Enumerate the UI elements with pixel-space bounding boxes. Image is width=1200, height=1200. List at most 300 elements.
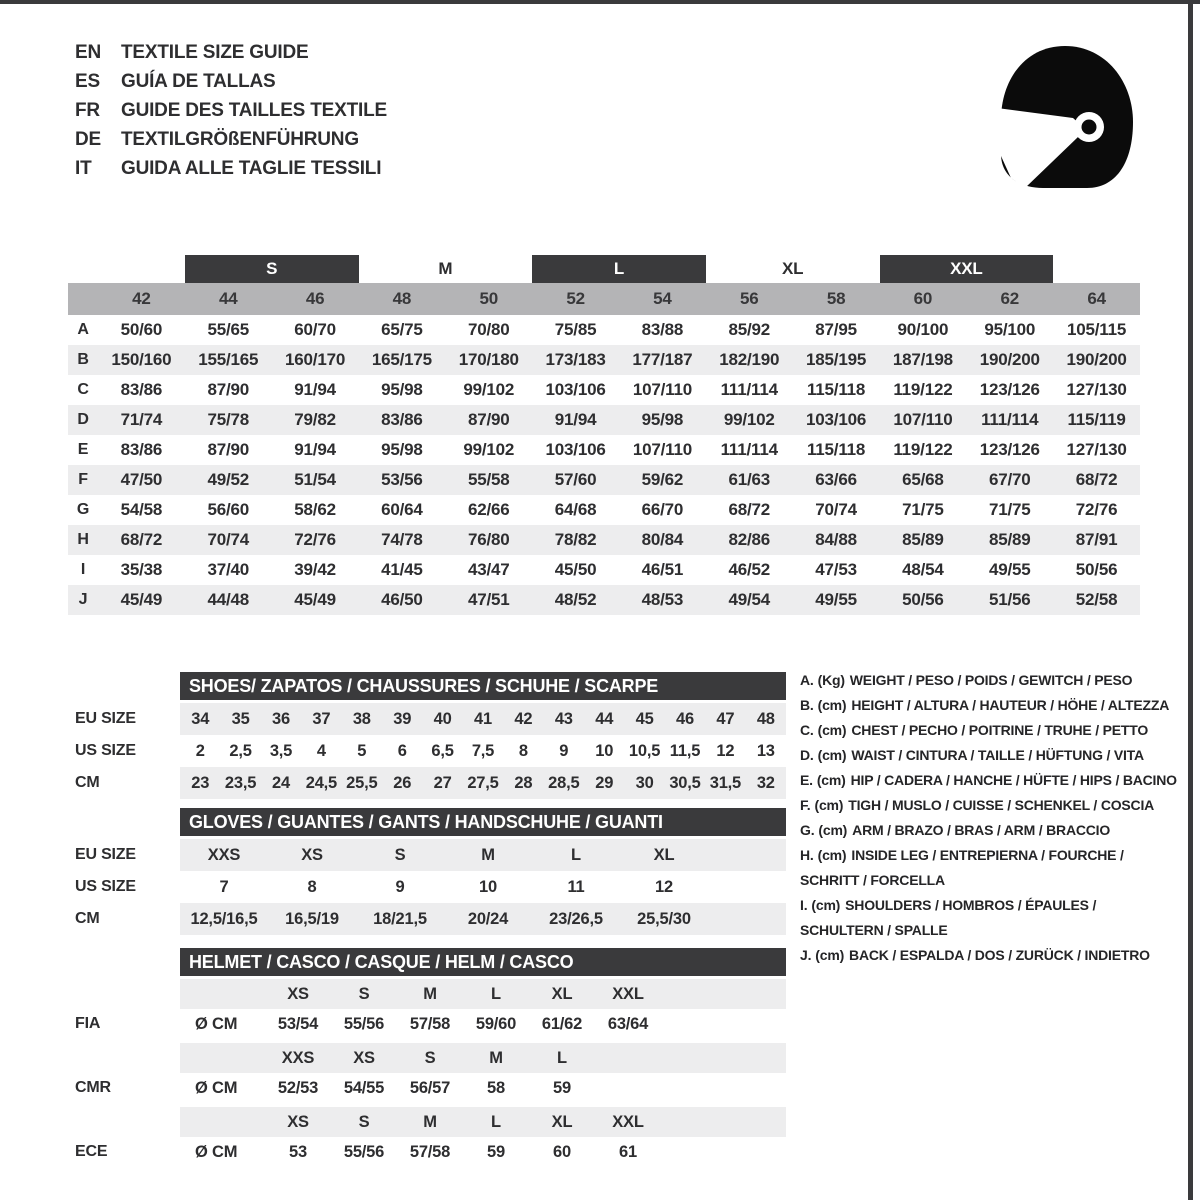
measurement-value: 99/102 [463, 380, 515, 399]
size-group-m: M [438, 259, 453, 278]
row-label: EU SIZE [75, 710, 136, 727]
row-letter: H [77, 531, 89, 548]
measurement-value: 95/98 [381, 440, 423, 459]
shoe-size-value: 24 [272, 773, 290, 792]
legend-unit: (cm) [816, 772, 846, 788]
legend-line [800, 893, 1172, 918]
legend-item [800, 843, 1172, 893]
shoe-size-value: 28,5 [548, 773, 580, 792]
measurement-value: 53/56 [381, 470, 423, 489]
measurement-value: 62/66 [467, 500, 510, 519]
shoe-size-value: 2 [195, 741, 205, 760]
language-row [75, 67, 387, 96]
legend-line [800, 818, 1172, 843]
measurement-value: 35/38 [120, 560, 163, 579]
row-letter: G [76, 501, 90, 518]
legend-key: B. [800, 697, 814, 713]
row-band [180, 703, 786, 735]
row-letter: A [77, 321, 89, 338]
helmet-size-value: 54/55 [343, 1078, 385, 1097]
measurement-value: 87/90 [207, 380, 250, 399]
helmet-size-value: 63/64 [607, 1014, 649, 1033]
shoe-size-value: 32 [756, 773, 775, 792]
measurement-value: 78/82 [554, 530, 597, 549]
glove-size-value: 7 [219, 877, 229, 896]
measurement-value: 190/200 [1066, 350, 1127, 369]
title-indent [75, 948, 180, 976]
shoe-size-value: 5 [357, 741, 367, 760]
measurement-value: 91/94 [294, 440, 336, 459]
measurement-value: 70/74 [815, 500, 857, 519]
legend-line [800, 743, 1172, 768]
measurement-value: 190/200 [979, 350, 1040, 369]
gloves-size-table [75, 808, 786, 935]
measurement-value: 87/90 [467, 410, 510, 429]
row-letter: I [80, 561, 86, 578]
measurement-rows [68, 315, 1140, 615]
measurement-row [68, 525, 1140, 555]
legend-line [800, 843, 1172, 868]
measurement-value: 173/183 [545, 350, 606, 369]
measurement-value: 99/102 [463, 440, 515, 459]
measurement-value: 48/53 [641, 590, 684, 609]
measurement-value: 95/98 [381, 380, 423, 399]
shoe-size-value: 6,5 [431, 741, 454, 760]
legend-text: WAIST / CINTURA / TAILLE / HÜFTUNG / VITA [851, 747, 1144, 763]
legend-text: HEIGHT / ALTURA / HAUTEUR / HÖHE / ALTEZZA [851, 697, 1170, 713]
legend-key: G. [800, 822, 815, 838]
measurement-value: 66/70 [641, 500, 684, 519]
measurement-value: 103/106 [545, 440, 606, 459]
standard-label: ECE [75, 1143, 108, 1160]
legend-unit: (cm) [814, 797, 844, 813]
glove-size-value: XXS [207, 845, 241, 864]
numeric-size: 54 [653, 289, 672, 308]
measurement-value: 82/86 [728, 530, 771, 549]
helmet-size: L [491, 984, 501, 1003]
legend-key: D. [800, 747, 814, 763]
legend-line [800, 793, 1172, 818]
glove-size-value: 25,5/30 [637, 909, 691, 928]
standard-label-spacer [75, 979, 180, 1009]
helmet-size: XS [287, 1112, 309, 1131]
shoe-size-value: 25,5 [346, 773, 378, 792]
measurement-value: 79/82 [294, 410, 336, 429]
numeric-size: 48 [392, 289, 412, 308]
measurement-value: 48/52 [554, 590, 597, 609]
measurement-value: 56/60 [207, 500, 250, 519]
row-band [180, 1043, 786, 1073]
shoe-size-value: 23,5 [224, 773, 257, 792]
measurement-value: 83/88 [641, 320, 684, 339]
measurement-value: 83/86 [381, 410, 423, 429]
measurement-value: 49/52 [207, 470, 250, 489]
glove-size-value: 18/21,5 [373, 909, 427, 928]
measurement-value: 47/50 [120, 470, 163, 489]
measurement-value: 45/49 [120, 590, 163, 609]
glove-size-value: 16,5/19 [285, 909, 339, 928]
language-code: FR [75, 99, 100, 121]
helmet-size: XXS [281, 1048, 315, 1067]
legend-key: C. [800, 722, 814, 738]
measurement-row [68, 375, 1140, 405]
measurement-value: 55/65 [207, 320, 250, 339]
unit-spacer [180, 1043, 265, 1073]
language-title-list [75, 38, 387, 183]
standard-label-spacer [75, 1043, 180, 1073]
measurement-value: 52/58 [1075, 590, 1118, 609]
shoe-size-value: 26 [393, 773, 412, 792]
legend-unit: (cm) [817, 722, 847, 738]
helmet-size: S [358, 1112, 370, 1131]
helmet-value-row [75, 1009, 786, 1039]
row-band [180, 1137, 786, 1167]
measurement-value: 83/86 [120, 440, 163, 459]
measurement-value: 80/84 [641, 530, 684, 549]
measurement-value: 91/94 [294, 380, 336, 399]
glove-size-value: XL [653, 845, 675, 864]
row-band [180, 979, 786, 1009]
shoe-size-value: 9 [559, 741, 569, 760]
helmet-size: XL [551, 984, 573, 1003]
language-title: GUIDE DES TAILLES TEXTILE [121, 99, 387, 121]
glove-size-value: 10 [479, 877, 497, 896]
legend-key: I. [800, 897, 808, 913]
helmet-size-value: 59 [553, 1078, 571, 1097]
shoe-size-value: 41 [474, 709, 492, 728]
helmet-size: XS [287, 984, 309, 1003]
measurement-value: 99/102 [723, 410, 775, 429]
shoe-size-value: 38 [352, 709, 371, 728]
gloves-rows [75, 839, 786, 935]
measurement-value: 47/53 [815, 560, 857, 579]
right-border-line [1188, 0, 1193, 1200]
measurement-value: 115/118 [806, 380, 866, 399]
row-band [180, 735, 786, 767]
helmet-size-table [75, 948, 786, 1171]
measurement-value: 127/130 [1066, 440, 1127, 459]
measurement-value: 50/56 [1075, 560, 1118, 579]
measurement-legend [800, 668, 1177, 968]
measurement-value: 46/50 [381, 590, 423, 609]
legend-text: WEIGHT / PESO / POIDS / GEWITCH / PESO [849, 672, 1133, 688]
legend-item [800, 718, 1172, 743]
measurement-value: 37/40 [207, 560, 250, 579]
legend-item [800, 893, 1172, 943]
measurement-value: 105/115 [1067, 320, 1127, 339]
helmet-title-row [75, 948, 786, 976]
shoe-size-value: 11,5 [669, 741, 701, 760]
shoe-size-value: 30 [635, 773, 654, 792]
numeric-size: 64 [1087, 289, 1106, 308]
legend-item [800, 693, 1172, 718]
measurement-row [68, 345, 1140, 375]
legend-item [800, 943, 1172, 968]
measurement-value: 68/72 [120, 530, 163, 549]
glove-size-value: 20/24 [467, 909, 509, 928]
measurement-value: 60/70 [294, 320, 336, 339]
helmet-size-value: 57/58 [409, 1142, 451, 1161]
legend-line [800, 668, 1172, 693]
helmet-size-value: 52/53 [277, 1078, 319, 1097]
measurement-value: 46/52 [728, 560, 771, 579]
glove-size-value: 12,5/16,5 [190, 909, 258, 928]
measurement-value: 107/110 [893, 410, 953, 429]
diameter-unit: Ø CM [195, 1142, 238, 1161]
measurement-value: 76/80 [467, 530, 510, 549]
shoe-size-value: 28 [514, 773, 533, 792]
helmet-size: XXL [612, 1112, 644, 1131]
language-code: ES [75, 70, 100, 92]
helmet-value-row [75, 1137, 786, 1167]
shoe-size-value: 29 [595, 773, 614, 792]
measurement-value: 177/187 [632, 350, 693, 369]
measurement-value: 111/114 [981, 410, 1039, 429]
helmet-size: M [423, 1112, 437, 1131]
gloves-row [75, 903, 786, 935]
helmet-size: L [491, 1112, 501, 1131]
racing-helmet-icon [985, 40, 1145, 195]
row-band [180, 839, 786, 871]
helmet-size-header-row [75, 979, 786, 1009]
row-letter: E [77, 441, 89, 458]
standard-label: CMR [75, 1079, 111, 1096]
gloves-row [75, 871, 786, 903]
measurement-value: 45/50 [554, 560, 597, 579]
measurement-value: 47/51 [467, 590, 510, 609]
measurement-row [68, 495, 1140, 525]
measurement-value: 90/100 [897, 320, 949, 339]
language-row [75, 38, 387, 67]
legend-unit: (cm) [818, 822, 848, 838]
legend-line [800, 718, 1172, 743]
legend-unit: (cm) [817, 697, 847, 713]
helmet-size-value: 59/60 [475, 1014, 517, 1033]
size-group-header-row [98, 255, 1140, 283]
helmet-size-value: 53/54 [277, 1014, 319, 1033]
textile-size-table [68, 255, 1140, 615]
measurement-value: 49/54 [728, 590, 771, 609]
shoe-size-value: 44 [595, 709, 614, 728]
measurement-value: 54/58 [120, 500, 163, 519]
row-band [180, 767, 786, 799]
title-indent [75, 672, 180, 700]
numeric-size: 58 [826, 289, 846, 308]
measurement-value: 95/100 [984, 320, 1036, 339]
measurement-value: 85/92 [728, 320, 771, 339]
diameter-unit: Ø CM [195, 1014, 238, 1033]
measurement-row [68, 405, 1140, 435]
numeric-size: 42 [132, 289, 151, 308]
glove-size-value: L [571, 845, 581, 864]
legend-line [800, 768, 1177, 793]
measurement-value: 75/78 [207, 410, 250, 429]
measurement-value: 87/91 [1075, 530, 1118, 549]
helmet-size-value: 55/56 [343, 1142, 385, 1161]
legend-key: A. [800, 672, 814, 688]
legend-item [800, 743, 1172, 768]
measurement-value: 59/62 [641, 470, 684, 489]
shoe-size-value: 27,5 [467, 773, 499, 792]
measurement-value: 61/63 [728, 470, 771, 489]
shoe-size-value: 37 [312, 709, 331, 728]
shoe-size-value: 6 [397, 741, 407, 760]
measurement-value: 150/160 [111, 350, 172, 369]
measurement-value: 65/75 [381, 320, 423, 339]
measurement-value: 67/70 [988, 470, 1031, 489]
title-indent [75, 808, 180, 836]
legend-text: ARM / BRAZO / BRAS / ARM / BRACCIO [852, 822, 1111, 838]
numeric-size: 50 [479, 289, 498, 308]
row-label: CM [75, 774, 100, 791]
standard-label-spacer [75, 1107, 180, 1137]
measurement-value: 107/110 [632, 380, 692, 399]
measurement-value: 185/195 [806, 350, 867, 369]
measurement-value: 155/165 [198, 350, 259, 369]
helmet-size-value: 61/62 [541, 1014, 583, 1033]
measurement-value: 87/90 [207, 440, 250, 459]
row-letter: D [77, 411, 89, 428]
gloves-title-row [75, 808, 786, 836]
measurement-value: 84/88 [815, 530, 857, 549]
measurement-value: 75/85 [554, 320, 597, 339]
legend-item [800, 768, 1177, 793]
row-band [180, 903, 786, 935]
measurement-value: 111/114 [720, 380, 778, 399]
legend-text: BACK / ESPALDA / DOS / ZURÜCK / INDIETRO [849, 947, 1150, 963]
language-code: EN [75, 41, 101, 63]
helmet-size: XXL [612, 984, 644, 1003]
measurement-value: 71/75 [902, 500, 944, 519]
helmet-size-value: 57/58 [409, 1014, 451, 1033]
measurement-value: 51/54 [294, 470, 336, 489]
measurement-value: 83/86 [120, 380, 163, 399]
shoe-size-value: 10 [595, 741, 614, 760]
measurement-row [68, 435, 1140, 465]
helmet-size-value: 59 [487, 1142, 505, 1161]
legend-key: E. [800, 772, 813, 788]
row-letter: B [77, 351, 89, 368]
row-label: EU SIZE [75, 846, 136, 863]
helmet-size: S [424, 1048, 436, 1067]
shoes-row [75, 767, 786, 799]
measurement-value: 91/94 [554, 410, 597, 429]
numeric-size: 46 [305, 289, 325, 308]
row-letter: J [78, 591, 88, 608]
language-code: DE [75, 128, 101, 150]
shoe-size-value: 4 [316, 741, 326, 760]
glove-size-value: 8 [307, 877, 317, 896]
shoe-size-value: 7,5 [471, 741, 495, 760]
shoe-size-value: 48 [756, 709, 775, 728]
shoes-rows [75, 703, 786, 799]
row-label: US SIZE [75, 742, 136, 759]
glove-size-value: 12 [655, 877, 673, 896]
diameter-unit: Ø CM [195, 1078, 238, 1097]
measurement-value: 60/64 [381, 500, 423, 519]
legend-text: INSIDE LEG / ENTREPIERNA / FOURCHE / [851, 847, 1124, 863]
legend-unit: (Kg) [817, 672, 845, 688]
helmet-size: L [557, 1048, 567, 1067]
measurement-value: 43/47 [467, 560, 510, 579]
shoes-table-title: SHOES/ ZAPATOS / CHAUSSURES / SCHUHE / SCARPE [180, 672, 786, 700]
helmet-size-value: 61 [619, 1142, 637, 1161]
legend-unit: (cm) [811, 897, 841, 913]
row-band [180, 1009, 786, 1039]
legend-text: CHEST / PECHO / POITRINE / TRUHE / PETTO [851, 722, 1149, 738]
shoe-size-value: 3,5 [269, 741, 293, 760]
measurement-value: 107/110 [632, 440, 692, 459]
helmet-size: S [358, 984, 370, 1003]
measurement-value: 49/55 [988, 560, 1031, 579]
helmet-sections [75, 979, 786, 1167]
measurement-value: 57/60 [554, 470, 597, 489]
legend-key: H. [800, 847, 814, 863]
helmet-size-value: 55/56 [343, 1014, 385, 1033]
shoe-size-value: 39 [393, 709, 412, 728]
shoe-size-value: 31,5 [709, 773, 742, 792]
measurement-value: 70/74 [207, 530, 250, 549]
measurement-value: 115/119 [1067, 410, 1126, 429]
top-border-line [0, 0, 1200, 4]
measurement-value: 72/76 [294, 530, 336, 549]
measurement-value: 68/72 [1075, 470, 1118, 489]
measurement-value: 64/68 [554, 500, 597, 519]
measurement-value: 119/122 [893, 380, 953, 399]
measurement-value: 74/78 [381, 530, 423, 549]
shoe-size-value: 12 [716, 741, 735, 760]
glove-size-value: 23/26,5 [549, 909, 603, 928]
shoes-title-row [75, 672, 786, 700]
measurement-value: 187/198 [892, 350, 953, 369]
legend-item [800, 668, 1172, 693]
row-letter: C [77, 381, 89, 398]
numeric-size: 62 [1000, 289, 1019, 308]
measurement-value: 70/80 [467, 320, 510, 339]
helmet-size-header-row [75, 1107, 786, 1137]
measurement-value: 85/89 [902, 530, 944, 549]
size-group-l: L [532, 255, 706, 283]
numeric-size: 56 [739, 289, 759, 308]
legend-unit: (cm) [817, 847, 847, 863]
language-title: GUÍA DE TALLAS [121, 70, 276, 92]
legend-line [800, 943, 1172, 968]
numeric-size: 44 [218, 289, 238, 308]
measurement-row [68, 585, 1140, 615]
measurement-value: 103/106 [545, 380, 606, 399]
measurement-value: 71/74 [120, 410, 163, 429]
gloves-table-title: GLOVES / GUANTES / GANTS / HANDSCHUHE / GUANTI [180, 808, 786, 836]
shoes-row [75, 735, 786, 767]
helmet-value-row [75, 1073, 786, 1103]
legend-line [800, 693, 1172, 718]
shoe-size-value: 45 [635, 709, 654, 728]
helmet-size-value: 56/57 [409, 1078, 451, 1097]
measurement-value: 48/54 [902, 560, 944, 579]
helmet-size-value: 53 [289, 1142, 307, 1161]
row-band [180, 1073, 786, 1103]
measurement-value: 87/95 [815, 320, 857, 339]
shoe-size-value: 34 [191, 709, 210, 728]
legend-text: TIGH / MUSLO / CUISSE / SCHENKEL / COSCIA [848, 797, 1155, 813]
measurement-value: 119/122 [893, 440, 953, 459]
language-row [75, 125, 387, 154]
gloves-row [75, 839, 786, 871]
measurement-value: 50/56 [902, 590, 944, 609]
glove-size-value: XS [301, 845, 323, 864]
helmet-size: XS [353, 1048, 375, 1067]
shoe-size-value: 10,5 [628, 741, 661, 760]
